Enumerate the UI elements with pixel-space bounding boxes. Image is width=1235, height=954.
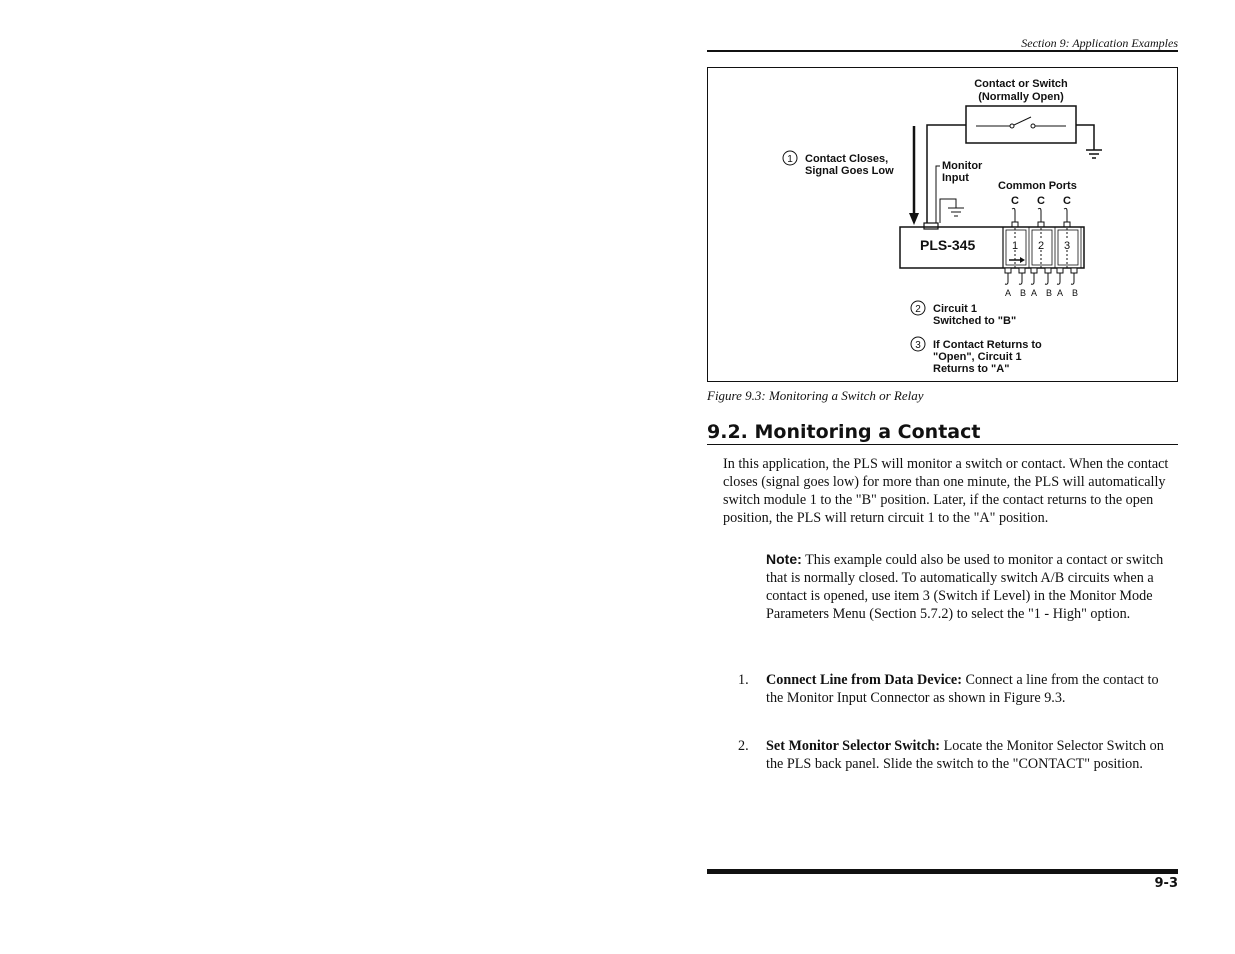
running-header: Section 9: Application Examples bbox=[1021, 36, 1178, 50]
step-2-title: Set Monitor Selector Switch: bbox=[766, 738, 941, 754]
step-2 bbox=[738, 737, 1178, 773]
step-1-number: 1. bbox=[738, 672, 749, 688]
pls-345-label: PLS-345 bbox=[920, 237, 976, 253]
port-a-1-label: A bbox=[1004, 288, 1012, 298]
switch-ground-wire bbox=[1076, 125, 1094, 150]
step-1 bbox=[738, 671, 1178, 707]
module-2-label: 2 bbox=[1037, 240, 1045, 252]
arrow-head-icon bbox=[909, 213, 919, 225]
common-ports-label: Common Ports bbox=[998, 180, 1077, 192]
monitor-input-line1: Monitor bbox=[942, 160, 983, 172]
switch-label-line1: Contact or Switch bbox=[974, 78, 1068, 90]
figure-9-3 bbox=[707, 67, 1178, 382]
callout-3-line2: "Open", Circuit 1 bbox=[933, 351, 1022, 363]
callout-3-line3: Returns to "A" bbox=[933, 363, 1010, 375]
port-c-3-label: C bbox=[1063, 195, 1071, 207]
note-text: This example could also be used to monitor a contact or switch that is normally closed. To automatically switch A/B circuits when a contact is opened, use item 3 (Switch if Level) in the Monitor Mode Parameters Menu (Section 5.7.2) to select the "1 - High" option. bbox=[766, 552, 1164, 622]
callout-2-line1: Circuit 1 bbox=[933, 303, 978, 315]
monitor-input-connector bbox=[924, 223, 938, 229]
callout-1-line1: Contact Closes, bbox=[805, 153, 889, 165]
ab-port-leads bbox=[1005, 273, 1074, 284]
footer-rule bbox=[707, 869, 1178, 874]
callout-1-number: 1 bbox=[787, 154, 793, 165]
right-arrow-icon bbox=[1020, 257, 1025, 263]
monitor-input-line2: Input bbox=[942, 172, 969, 184]
switch-label-line2: (Normally Open) bbox=[978, 91, 1064, 103]
step-1-title: Connect Line from Data Device: bbox=[766, 672, 962, 688]
switch-symbol bbox=[976, 117, 1066, 128]
port-c-1-label: C bbox=[1011, 195, 1019, 207]
note-block bbox=[766, 550, 1178, 623]
port-a-2-label: A bbox=[1030, 288, 1038, 298]
monitor-label-leader bbox=[936, 166, 940, 223]
header-rule bbox=[707, 50, 1178, 52]
port-a-3-label: A bbox=[1056, 288, 1064, 298]
monitor-ground-wire bbox=[940, 199, 956, 223]
callout-1-line2: Signal Goes Low bbox=[805, 165, 894, 177]
port-b-3-label: B bbox=[1071, 288, 1079, 298]
body-paragraph: In this application, the PLS will monitor a switch or contact. When the contact closes (signal goes low) for more than one minute, the PLS will automatically switch module 1 to the "B" position. Later, if the contact returns to the open position, the PLS will return circuit 1 to the "A" position. bbox=[723, 456, 1169, 526]
module-1-label: 1 bbox=[1011, 240, 1019, 252]
page-number: 9-3 bbox=[1154, 876, 1178, 891]
step-2-text: Locate the Monitor Selector Switch on the PLS back panel. Slide the switch to the "CONTACT" position. bbox=[766, 738, 1164, 772]
note-label: Note: bbox=[766, 551, 802, 567]
callout-2-line2: Switched to "B" bbox=[933, 315, 1017, 327]
port-b-1-label: B bbox=[1019, 288, 1027, 298]
port-b-2-label: B bbox=[1045, 288, 1053, 298]
contact-switch-box bbox=[966, 106, 1076, 143]
module-3-label: 3 bbox=[1063, 240, 1071, 252]
monitor-ground-icon bbox=[948, 208, 964, 216]
step-1-text: Connect a line from the contact to the Monitor Input Connector as shown in Figure 9.3. bbox=[766, 672, 1159, 706]
common-port-leads bbox=[1012, 208, 1067, 222]
section-heading: 9.2. Monitoring a Contact bbox=[707, 421, 1178, 445]
wiring-diagram bbox=[708, 68, 1177, 381]
callout-3-number: 3 bbox=[915, 340, 921, 351]
ground-icon bbox=[1086, 150, 1102, 158]
callout-3-line1: If Contact Returns to bbox=[933, 339, 1042, 351]
figure-caption: Figure 9.3: Monitoring a Switch or Relay bbox=[707, 388, 924, 403]
step-2-number: 2. bbox=[738, 738, 749, 754]
callout-2-number: 2 bbox=[915, 304, 921, 315]
port-c-2-label: C bbox=[1037, 195, 1045, 207]
